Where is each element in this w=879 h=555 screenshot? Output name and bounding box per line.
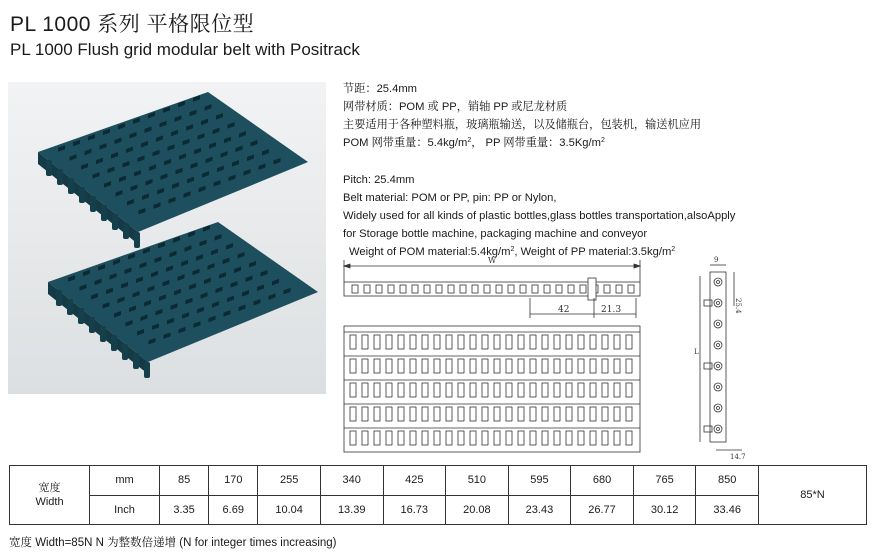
spec-en-pitch: Pitch: 25.4mm [343,174,415,186]
belt-product-photo [8,82,326,394]
mm-cell: 85 [160,466,209,496]
spec-chinese [343,80,701,152]
footer-note: 宽度 Width=85N N 为整数倍递增 (N for integer times increasing) [9,537,337,549]
width-table [9,465,867,525]
side-dim-14-7-label: 14.7 [730,453,746,461]
mm-cell: 595 [508,466,571,496]
inch-cell: 33.46 [696,495,759,525]
mm-cell: 850 [696,466,759,496]
side-dim-l-label: L [694,348,699,356]
inch-cell: 30.12 [633,495,696,525]
title-chinese: PL 1000 系列 平格限位型 [10,13,255,36]
spec-cn-material: 网带材质：POM 或 PP，销轴 PP 或尼龙材质 [343,101,568,113]
inch-cell: 26.77 [571,495,634,525]
spec-cn-usage: 主要适用于各种塑料瓶，玻璃瓶输送，以及储瓶台，包装机，输送机应用 [343,119,702,131]
total-cell: 85*N [759,466,867,525]
mm-cell: 680 [571,466,634,496]
table-row-inch [10,495,867,525]
spec-cn-pitch: 节距：25.4mm [343,83,417,95]
mm-cell: 255 [258,466,321,496]
technical-drawing-plan [338,252,658,462]
mm-cell: 340 [320,466,383,496]
inch-cell: 10.04 [258,495,321,525]
table-row-mm [10,466,867,496]
spec-en-usage-2: for Storage bottle machine, packaging machine and conveyor [343,228,648,240]
unit-mm-cell: mm [90,466,160,496]
spec-en-material: Belt material: POM or PP, pin: PP or Nylon, [343,192,557,204]
side-dim-9-label: 9 [714,256,719,264]
side-dim-25-4-label: 25.4 [734,298,742,314]
unit-inch-cell: Inch [90,495,160,525]
mm-cell: 510 [446,466,509,496]
inch-cell: 23.43 [508,495,571,525]
dim-42-label: 42 [558,305,570,315]
spec-en-weight: Weight of POM $material:5.4kg/m^2$, Weight of PP $material:3.5kg/m^2$ [349,246,676,258]
technical-drawing-side [690,252,760,462]
inch-cell: 6.69 [209,495,258,525]
spec-english [343,171,735,261]
inch-cell: 20.08 [446,495,509,525]
spec-en-usage-1: Widely used for all kinds of plastic bottles,glass bottles transportation,alsoApply [343,210,736,222]
mm-cell: 425 [383,466,446,496]
dim-w-label: W [488,256,497,265]
inch-cell: 16.73 [383,495,446,525]
inch-cell: 13.39 [320,495,383,525]
spec-cn-weight: POM 网带重量：$5.4kg/m^2$， PP 网带重量：$3.5Kg/m^2$ [343,137,605,149]
width-label-cell: 宽度 Width [10,466,90,525]
mm-cell: 170 [209,466,258,496]
inch-cell: 3.35 [160,495,209,525]
dim-21-3-label: 21.3 [601,305,622,315]
title-english: PL 1000 Flush grid modular belt with Positrack [10,40,360,59]
mm-cell: 765 [633,466,696,496]
